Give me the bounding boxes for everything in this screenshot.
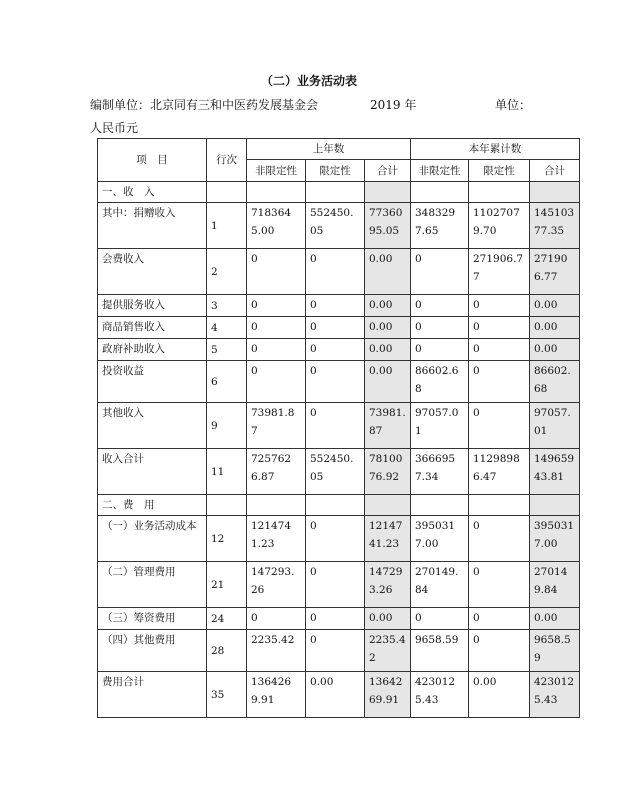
row-value: 1364269.91 bbox=[247, 672, 306, 718]
row-value: 0 bbox=[247, 608, 306, 630]
row-value: 271906.77 bbox=[530, 249, 580, 295]
row-value: 0.00 bbox=[530, 295, 580, 317]
header-item: 项 目 bbox=[98, 139, 207, 182]
row-value: 0 bbox=[411, 249, 469, 295]
org-label: 编制单位：北京同有三和中医药发展基金会 bbox=[90, 98, 319, 112]
row-line-number: 28 bbox=[207, 630, 247, 672]
row-item: （四）其他费用 bbox=[98, 630, 207, 672]
row-value: 97057.01 bbox=[411, 403, 469, 449]
row-item: 其他收入 bbox=[98, 403, 207, 449]
row-line-number: 6 bbox=[207, 361, 247, 403]
table-row bbox=[98, 339, 580, 361]
row-value: 73981.87 bbox=[247, 403, 306, 449]
table-row bbox=[98, 672, 580, 718]
header-cur-year: 本年累计数 bbox=[411, 139, 580, 160]
header-line: 行次 bbox=[207, 139, 247, 182]
row-item: 商品销售收入 bbox=[98, 317, 207, 339]
row-value: 2235.42 bbox=[247, 630, 306, 672]
row-value: 0 bbox=[306, 630, 365, 672]
table-row bbox=[98, 317, 580, 339]
row-value: 0 bbox=[469, 608, 530, 630]
row-line-number: 2 bbox=[207, 249, 247, 295]
row-value: 1364269.91 bbox=[365, 672, 411, 718]
row-value: 11298986.47 bbox=[469, 449, 530, 495]
row-value: 2235.42 bbox=[365, 630, 411, 672]
row-value bbox=[469, 495, 530, 516]
row-value: 0 bbox=[306, 361, 365, 403]
report-year: 2019 年 bbox=[370, 98, 417, 112]
row-value: 7257626.87 bbox=[247, 449, 306, 495]
row-line-number: 12 bbox=[207, 516, 247, 562]
row-value bbox=[306, 182, 365, 203]
row-value: 0.00 bbox=[469, 672, 530, 718]
row-value: 0.00 bbox=[365, 339, 411, 361]
row-value: 0 bbox=[247, 361, 306, 403]
row-item: 一、收 入 bbox=[98, 182, 207, 203]
row-value: 0 bbox=[411, 608, 469, 630]
row-line-number: 4 bbox=[207, 317, 247, 339]
row-line-number: 21 bbox=[207, 562, 247, 608]
row-item: 二、费 用 bbox=[98, 495, 207, 516]
row-value: 552450.05 bbox=[306, 449, 365, 495]
report-title: （二）业务活动表 bbox=[260, 74, 357, 88]
row-value: 0 bbox=[306, 295, 365, 317]
row-item: 投资收益 bbox=[98, 361, 207, 403]
row-line-number bbox=[207, 495, 247, 516]
header-prev-year: 上年数 bbox=[247, 139, 411, 160]
row-value: 0 bbox=[411, 339, 469, 361]
table-row bbox=[98, 403, 580, 449]
row-value bbox=[530, 495, 580, 516]
table-row bbox=[98, 630, 580, 672]
row-value: 0 bbox=[306, 317, 365, 339]
table-row bbox=[98, 295, 580, 317]
row-value: 147293.26 bbox=[247, 562, 306, 608]
row-value: 0 bbox=[411, 295, 469, 317]
row-value: 9658.59 bbox=[530, 630, 580, 672]
row-value bbox=[411, 495, 469, 516]
row-item: 收入合计 bbox=[98, 449, 207, 495]
row-item: 其中：捐赠收入 bbox=[98, 203, 207, 249]
row-value: 0.00 bbox=[365, 295, 411, 317]
row-value: 0 bbox=[247, 317, 306, 339]
row-value: 0 bbox=[469, 630, 530, 672]
table-row bbox=[98, 449, 580, 495]
table-row bbox=[98, 182, 580, 203]
row-value bbox=[365, 182, 411, 203]
row-value: 9658.59 bbox=[411, 630, 469, 672]
row-value bbox=[247, 495, 306, 516]
row-value bbox=[469, 182, 530, 203]
row-value: 0.00 bbox=[530, 339, 580, 361]
table-row bbox=[98, 516, 580, 562]
row-value: 0 bbox=[411, 317, 469, 339]
row-line-number: 11 bbox=[207, 449, 247, 495]
row-value: 1214741.23 bbox=[247, 516, 306, 562]
header-col: 限定性 bbox=[306, 160, 365, 182]
row-value: 0 bbox=[306, 608, 365, 630]
row-value bbox=[247, 182, 306, 203]
row-line-number: 24 bbox=[207, 608, 247, 630]
row-value: 0 bbox=[469, 339, 530, 361]
activity-table bbox=[97, 138, 580, 718]
row-value: 0 bbox=[306, 562, 365, 608]
table-row bbox=[98, 495, 580, 516]
row-value: 4230125.43 bbox=[530, 672, 580, 718]
row-value: 0.00 bbox=[306, 672, 365, 718]
header-col: 限定性 bbox=[469, 160, 530, 182]
row-value: 0.00 bbox=[530, 317, 580, 339]
table-row bbox=[98, 562, 580, 608]
row-item: 政府补助收入 bbox=[98, 339, 207, 361]
table-row bbox=[98, 361, 580, 403]
row-value: 14965943.81 bbox=[530, 449, 580, 495]
row-value bbox=[306, 495, 365, 516]
row-value: 271906.77 bbox=[469, 249, 530, 295]
row-value: 1214741.23 bbox=[365, 516, 411, 562]
row-value: 0.00 bbox=[365, 249, 411, 295]
row-line-number: 9 bbox=[207, 403, 247, 449]
row-line-number: 5 bbox=[207, 339, 247, 361]
row-value: 0 bbox=[469, 361, 530, 403]
row-item: 费用合计 bbox=[98, 672, 207, 718]
row-value: 0 bbox=[469, 403, 530, 449]
row-value: 73981.87 bbox=[365, 403, 411, 449]
row-item: 提供服务收入 bbox=[98, 295, 207, 317]
row-value bbox=[530, 182, 580, 203]
row-value bbox=[411, 182, 469, 203]
table-row bbox=[98, 608, 580, 630]
row-value: 14510377.35 bbox=[530, 203, 580, 249]
header-col: 非限定性 bbox=[411, 160, 469, 182]
row-value bbox=[365, 495, 411, 516]
row-value: 270149.84 bbox=[411, 562, 469, 608]
row-value: 0 bbox=[469, 562, 530, 608]
row-value: 4230125.43 bbox=[411, 672, 469, 718]
row-value: 0 bbox=[306, 339, 365, 361]
row-value: 0 bbox=[306, 516, 365, 562]
row-value: 97057.01 bbox=[530, 403, 580, 449]
header-col: 合计 bbox=[530, 160, 580, 182]
row-value: 7810076.92 bbox=[365, 449, 411, 495]
row-value: 86602.68 bbox=[530, 361, 580, 403]
row-value: 0 bbox=[247, 339, 306, 361]
row-value: 270149.84 bbox=[530, 562, 580, 608]
header-col: 非限定性 bbox=[247, 160, 306, 182]
row-value: 0.00 bbox=[365, 608, 411, 630]
row-value: 0 bbox=[469, 516, 530, 562]
row-item: （三）筹资费用 bbox=[98, 608, 207, 630]
row-line-number: 1 bbox=[207, 203, 247, 249]
header-col: 合计 bbox=[365, 160, 411, 182]
row-value: 11027079.70 bbox=[469, 203, 530, 249]
row-value: 0 bbox=[247, 249, 306, 295]
row-value: 3950317.00 bbox=[530, 516, 580, 562]
row-value: 0 bbox=[469, 317, 530, 339]
row-value: 86602.68 bbox=[411, 361, 469, 403]
row-value: 0.00 bbox=[530, 608, 580, 630]
row-value: 7183645.00 bbox=[247, 203, 306, 249]
row-item: 会费收入 bbox=[98, 249, 207, 295]
row-value: 0.00 bbox=[365, 317, 411, 339]
row-item: （二）管理费用 bbox=[98, 562, 207, 608]
row-value: 3666957.34 bbox=[411, 449, 469, 495]
table-row bbox=[98, 249, 580, 295]
table-row bbox=[98, 203, 580, 249]
row-item: （一）业务活动成本 bbox=[98, 516, 207, 562]
row-line-number: 3 bbox=[207, 295, 247, 317]
row-value: 0 bbox=[247, 295, 306, 317]
unit-label: 单位： bbox=[495, 98, 532, 112]
row-value: 3950317.00 bbox=[411, 516, 469, 562]
row-value: 0.00 bbox=[365, 361, 411, 403]
row-line-number bbox=[207, 182, 247, 203]
row-value: 0 bbox=[306, 403, 365, 449]
row-value: 3483297.65 bbox=[411, 203, 469, 249]
row-value: 0 bbox=[306, 249, 365, 295]
row-value: 147293.26 bbox=[365, 562, 411, 608]
row-value: 552450.05 bbox=[306, 203, 365, 249]
row-value: 7736095.05 bbox=[365, 203, 411, 249]
row-value: 0 bbox=[469, 295, 530, 317]
row-line-number: 35 bbox=[207, 672, 247, 718]
currency-label: 人民币元 bbox=[90, 121, 139, 135]
